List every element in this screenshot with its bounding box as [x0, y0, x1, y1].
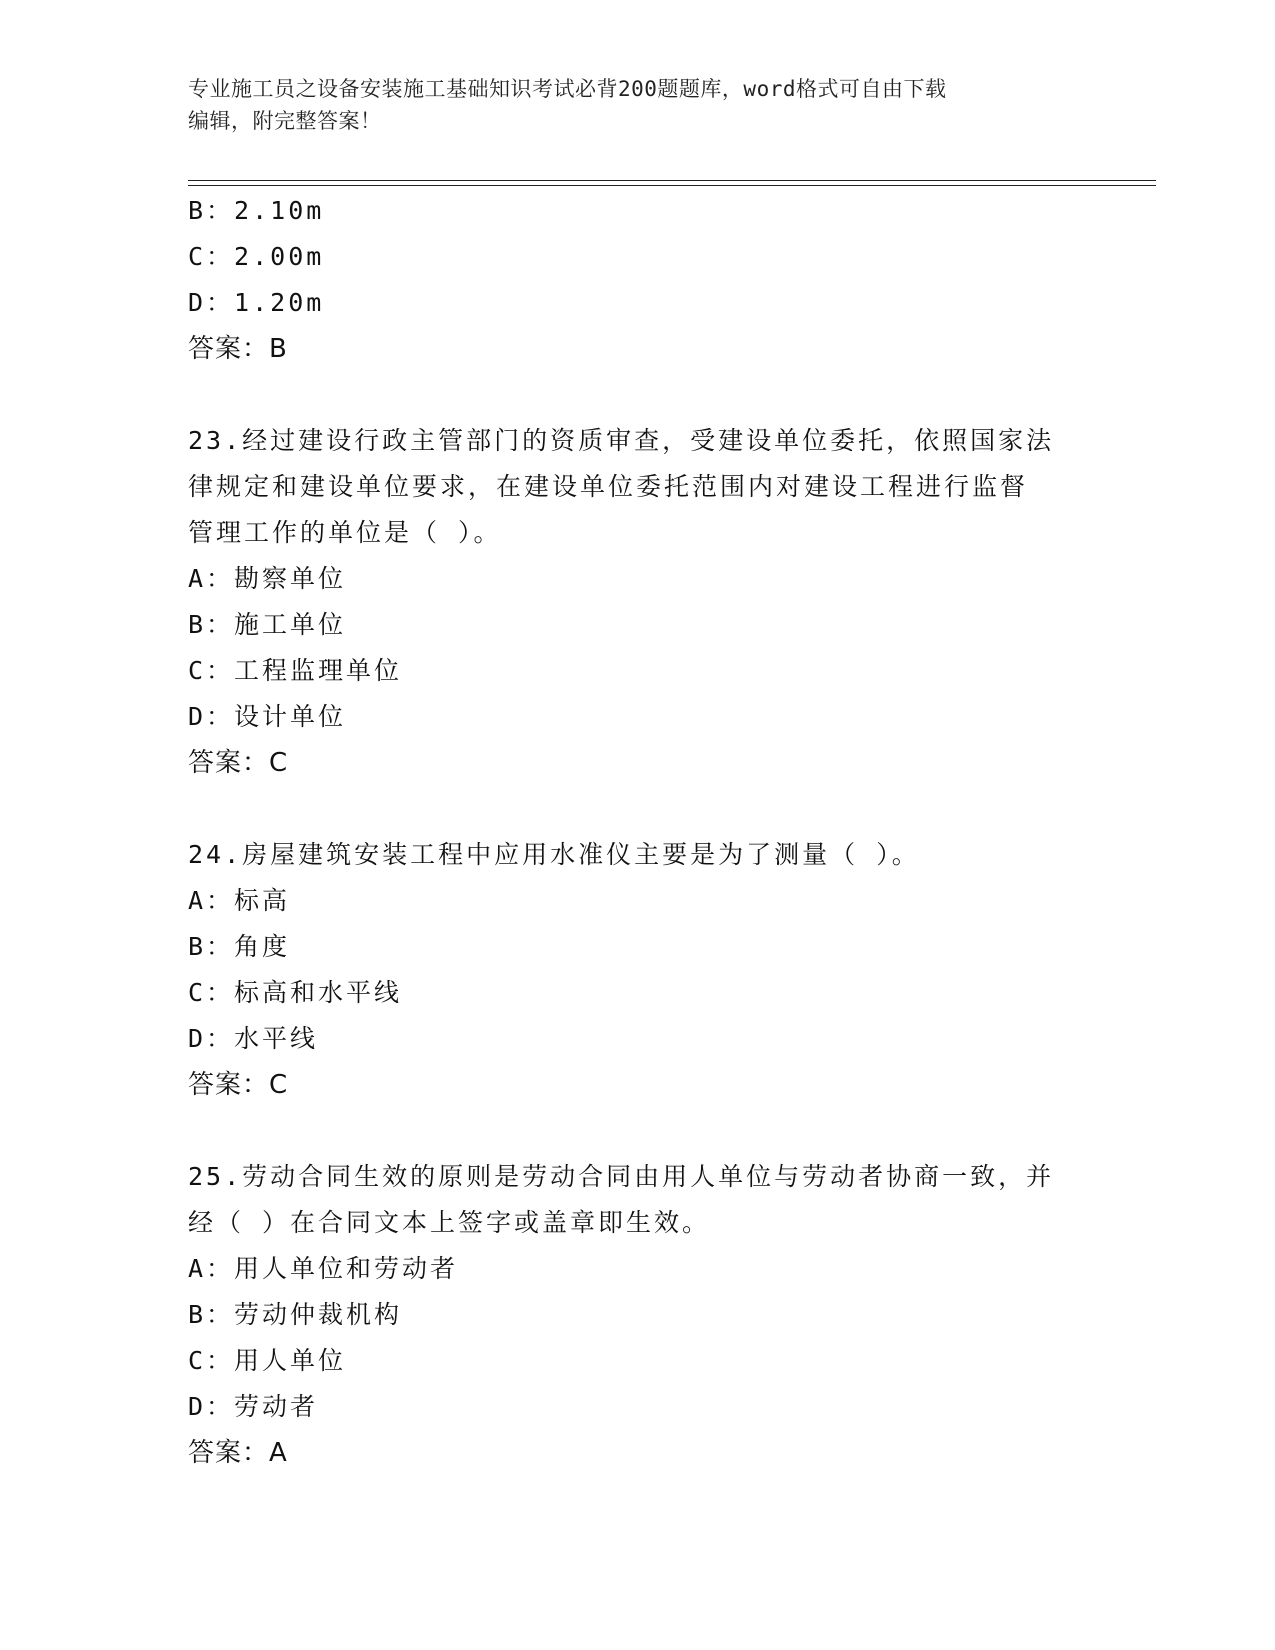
answer-line: 答案：B	[188, 334, 288, 364]
spacer	[188, 372, 1088, 418]
page-header	[188, 73, 1088, 137]
question-text-line: 律规定和建设单位要求，在建设单位委托范围内对建设工程进行监督	[188, 472, 1029, 501]
question-content	[188, 188, 1088, 1476]
question-text-line: 经（ ）在合同文本上签字或盖章即生效。	[188, 1208, 711, 1237]
answer-line: 答案：C	[188, 748, 289, 778]
answer-line: 答案：C	[188, 1070, 289, 1100]
option-b: B：劳动仲裁机构	[188, 1300, 403, 1329]
option-a: A：勘察单位	[188, 564, 347, 593]
question-text-line: 25.劳动合同生效的原则是劳动合同由用人单位与劳动者协商一致，并	[188, 1162, 1055, 1191]
answer-line: 答案：A	[188, 1438, 288, 1468]
header-divider	[188, 180, 1156, 186]
option-c: C：工程监理单位	[188, 656, 403, 685]
option-d: D：劳动者	[188, 1392, 319, 1421]
question-text-line: 24.房屋建筑安装工程中应用水准仪主要是为了测量（ ）。	[188, 840, 920, 869]
option-a: A：标高	[188, 886, 291, 915]
option-c: C：用人单位	[188, 1346, 347, 1375]
question-23	[188, 418, 1088, 786]
spacer	[188, 1108, 1088, 1154]
option-c: C：标高和水平线	[188, 978, 403, 1007]
question-text-line: 管理工作的单位是（ ）。	[188, 518, 502, 547]
option-b: B：施工单位	[188, 610, 347, 639]
option-c: C：2.00m	[188, 242, 325, 271]
question-text-line: 23.经过建设行政主管部门的资质审查，受建设单位委托，依照国家法	[188, 426, 1055, 455]
option-d: D：设计单位	[188, 702, 347, 731]
option-d: D：1.20m	[188, 288, 325, 317]
option-b: B：2.10m	[188, 196, 325, 225]
question-25	[188, 1154, 1088, 1476]
header-title-line-1: 专业施工员之设备安装施工基础知识考试必背200题题库，word格式可自由下载	[188, 77, 947, 101]
question-24	[188, 832, 1088, 1108]
option-a: A：用人单位和劳动者	[188, 1254, 459, 1283]
header-title-line-2: 编辑，附完整答案！	[188, 109, 382, 133]
option-b: B：角度	[188, 932, 291, 961]
spacer	[188, 786, 1088, 832]
option-d: D：水平线	[188, 1024, 319, 1053]
previous-question-tail	[188, 188, 1088, 372]
